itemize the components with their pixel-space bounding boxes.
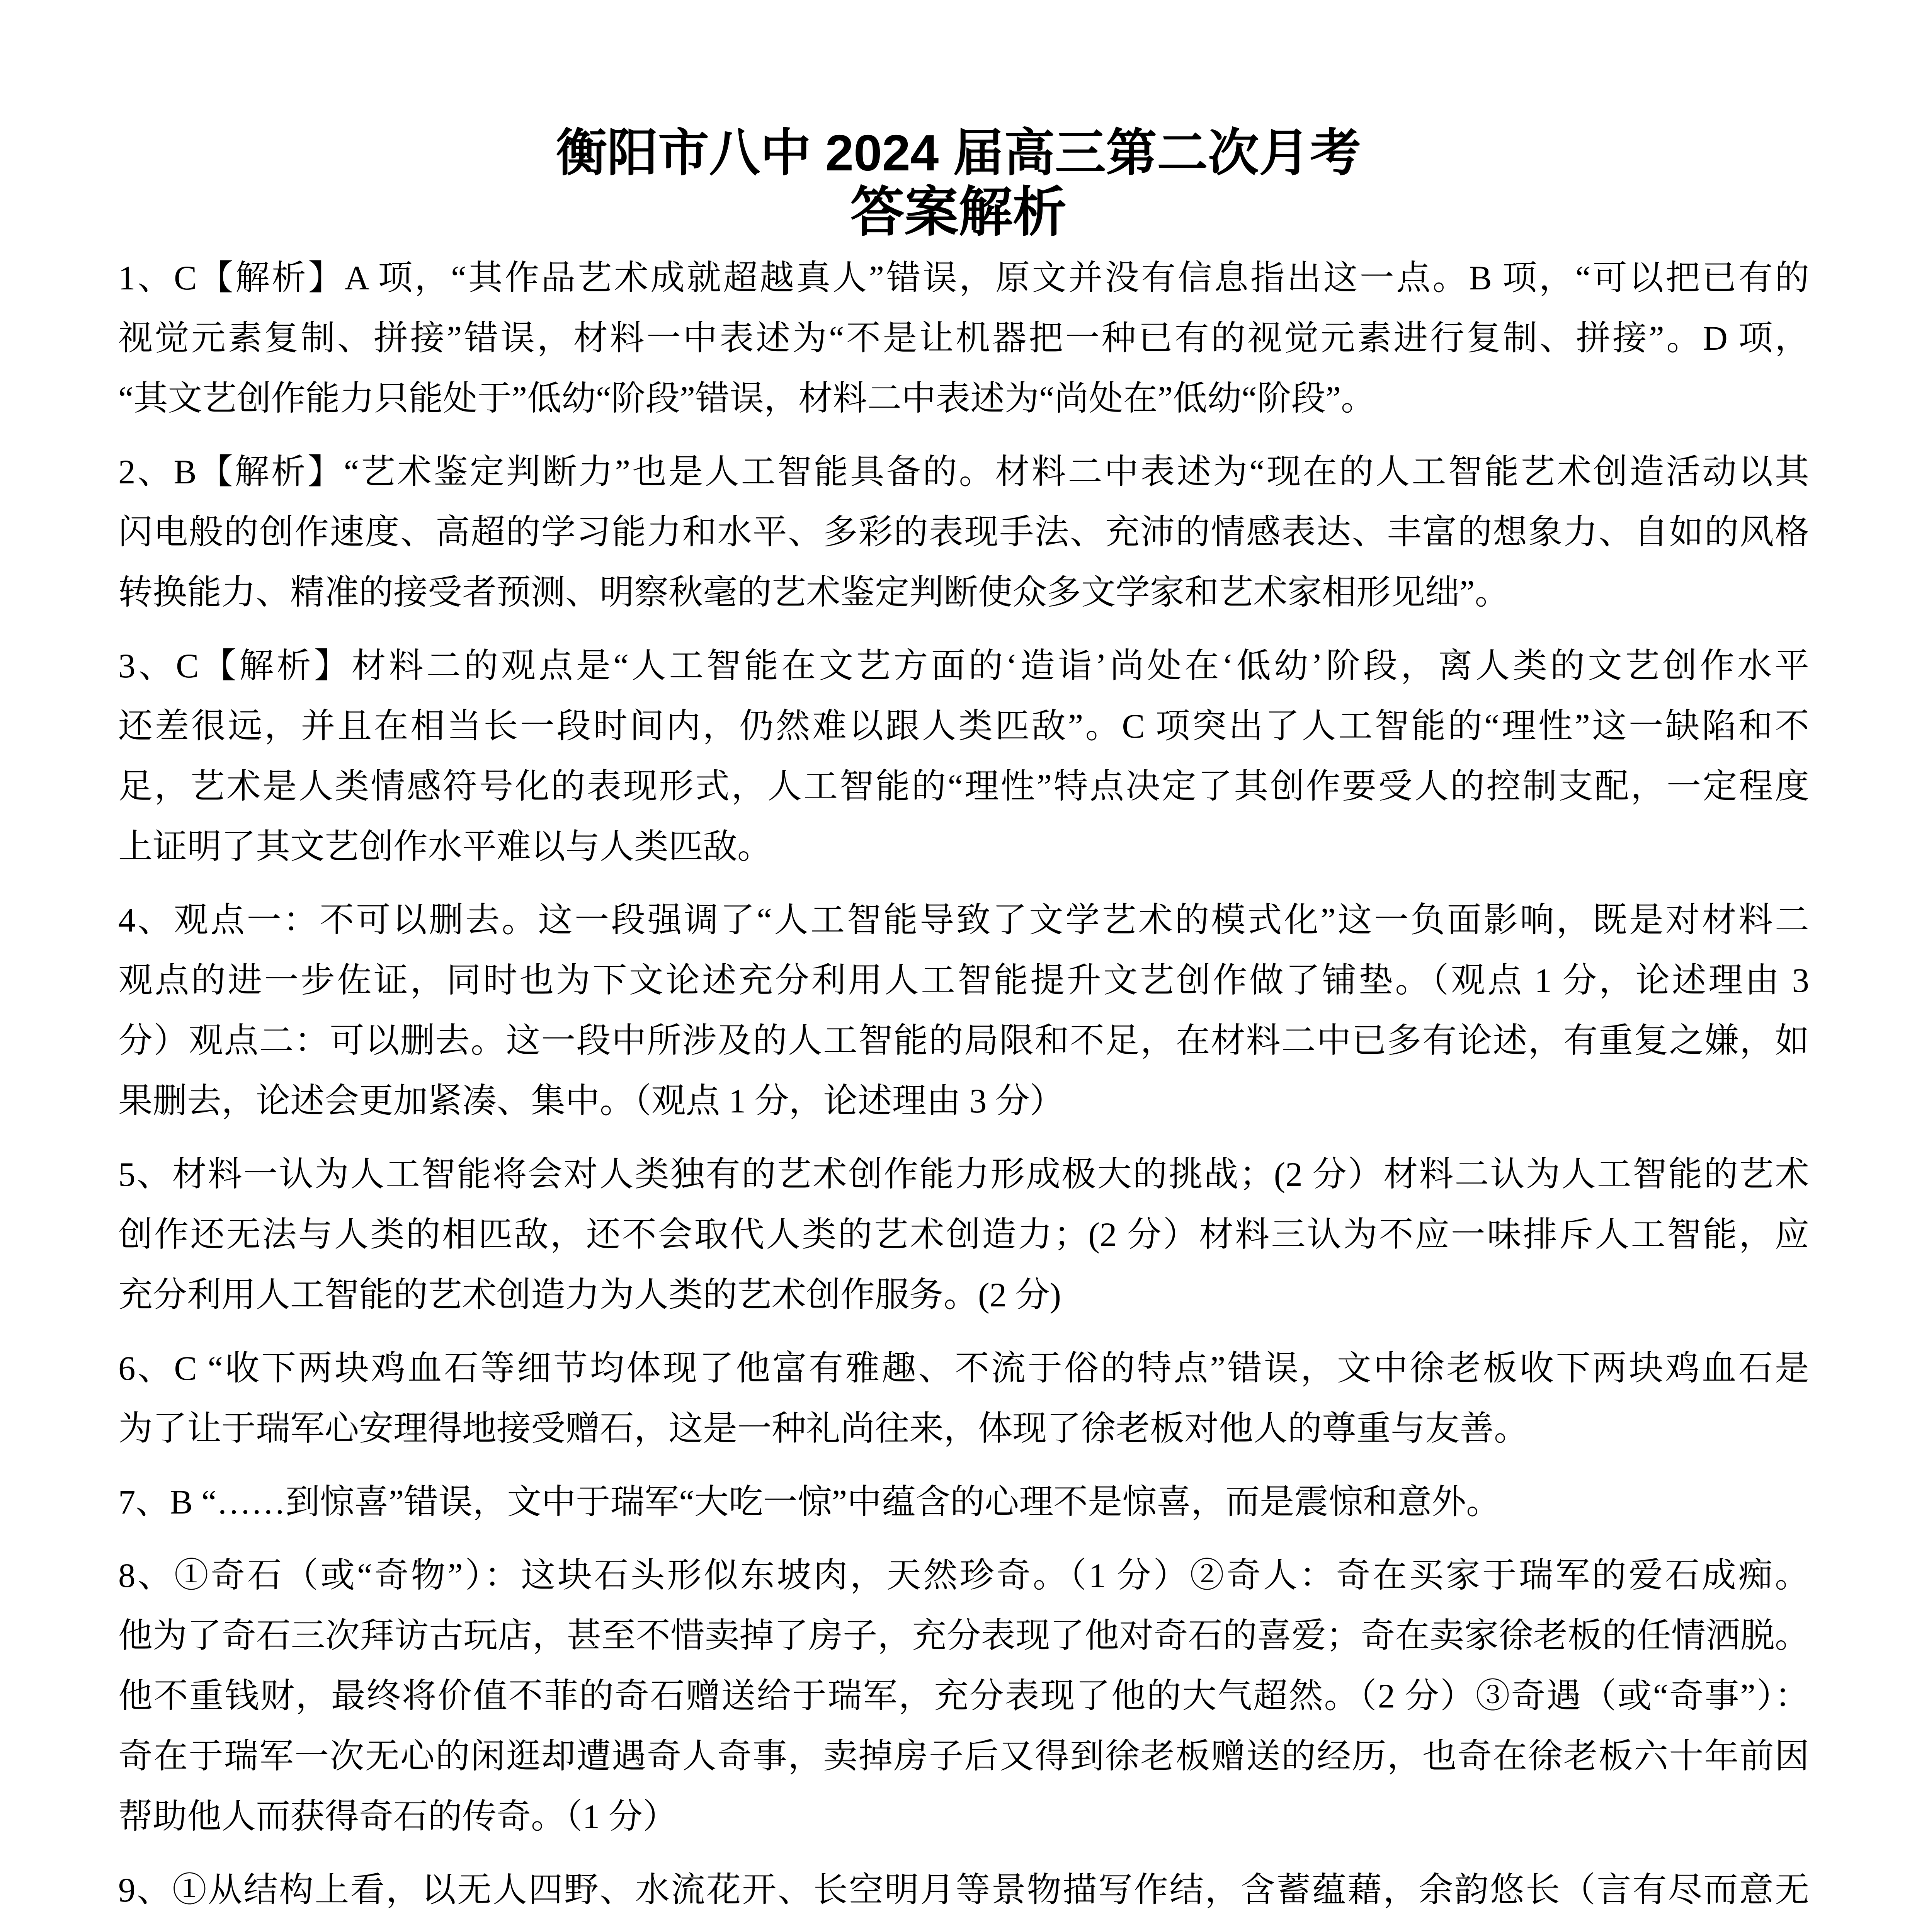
answer-4 xyxy=(118,890,1809,1131)
answer-line: “其文艺创作能力只能处于”低幼“阶段”错误，材料二中表述为“尚处在”低幼“阶段”。 xyxy=(118,380,1376,418)
answer-9 xyxy=(118,1860,1809,1932)
document-title: 衡阳市八中 2024 届高三第二次月考 xyxy=(556,124,1361,181)
answer-line: 充分利用人工智能的艺术创造力为人类的艺术创作服务。(2 分) xyxy=(118,1276,1061,1314)
answer-3 xyxy=(118,636,1809,877)
answer-line: 闪电般的创作速度、高超的学习能力和水平、多彩的表现手法、充沛的情感表达、丰富的想象力、自如的风格 xyxy=(118,514,1809,551)
answer-line: 4、观点一：不可以删去。这一段强调了“人工智能导致了文学艺术的模式化”这一负面影响，既是对材料二 xyxy=(118,901,1809,939)
answer-2 xyxy=(118,442,1809,623)
answer-8 xyxy=(118,1546,1809,1847)
answer-line: 1、C【解析】A 项，“其作品艺术成就超越真人”错误，原文并没有信息指出这一点。B 项，“可以把已有的 xyxy=(118,259,1809,297)
answer-line: 3、C【解析】材料二的观点是“人工智能在文艺方面的‘造诣’尚处在‘低幼’阶段，离人类的文艺创作水平 xyxy=(118,647,1809,685)
answer-1 xyxy=(118,248,1809,429)
answer-line: 视觉元素复制、拼接”错误，材料一中表述为“不是让机器把一种已有的视觉元素进行复制、拼接”。D 项， xyxy=(118,320,1809,357)
answer-line: 创作还无法与人类的相匹敌，还不会取代人类的艺术创造力；(2 分）材料三认为不应一味排斥人工智能，应 xyxy=(118,1216,1809,1254)
answer-7 xyxy=(118,1472,1809,1532)
answer-line: 9、①从结构上看，以无人四野、水流花开、长空明月等景物描写作结，含蓄蕴藉，余韵悠长（言有尽而意无 xyxy=(118,1871,1809,1909)
answer-line: 果删去，论述会更加紧凑、集中。（观点 1 分，论述理由 3 分） xyxy=(118,1082,1064,1120)
answer-line xyxy=(118,1920,1809,1932)
answer-line: 8、①奇石（或“奇物”）：这块石头形似东坡肉，天然珍奇。（1 分）②奇人：奇在买家于瑞军的爱石成痴。 xyxy=(118,1557,1809,1595)
document-subtitle: 答案解析 xyxy=(850,182,1067,242)
answer-line: 他为了奇石三次拜访古玩店，甚至不惜卖掉了房子，充分表现了他对奇石的喜爱；奇在卖家徐老板的任情洒脱。 xyxy=(118,1617,1809,1655)
answer-line: 转换能力、精准的接受者预测、明察秋毫的艺术鉴定判断使众多文学家和艺术家相形见绌”。 xyxy=(118,574,1509,612)
answer-line: 足，艺术是人类情感符号化的表现形式，人工智能的“理性”特点决定了其创作要受人的控制支配，一定程度 xyxy=(118,768,1809,806)
answer-line: 7、B “……到惊喜”错误，文中于瑞军“大吃一惊”中蕴含的心理不是惊喜，而是震惊和意外。 xyxy=(118,1483,1501,1521)
answer-line: 观点的进一步佐证，同时也为下文论述充分利用人工智能提升文艺创作做了铺垫。（观点 1 分，论述理由 3 xyxy=(118,962,1809,1000)
answer-line: 5、材料一认为人工智能将会对人类独有的艺术创作能力形成极大的挑战；(2 分）材料二认为人工智能的艺术 xyxy=(118,1156,1809,1194)
answer-line: 他不重钱财，最终将价值不菲的奇石赠送给于瑞军，充分表现了他的大气超然。（2 分）③奇遇（或“奇事”）： xyxy=(118,1677,1809,1715)
answer-line: 为了让于瑞军心安理得地接受赠石，这是一种礼尚往来，体现了徐老板对他人的尊重与友善。 xyxy=(118,1410,1528,1448)
answer-line: 奇在于瑞军一次无心的闲逛却遭遇奇人奇事，卖掉房子后又得到徐老板赠送的经历，也奇在徐老板六十年前因 xyxy=(118,1738,1809,1776)
answer-list xyxy=(118,248,1809,1932)
answer-line: 帮助他人而获得奇石的传奇。（1 分） xyxy=(118,1798,677,1836)
answer-line: 2、B【解析】“艺术鉴定判断力”也是人工智能具备的。材料二中表述为“现在的人工智能艺术创造活动以其 xyxy=(118,453,1809,491)
answer-line: 6、C “收下两块鸡血石等细节均体现了他富有雅趣、不流于俗的特点”错误，文中徐老板收下两块鸡血石是 xyxy=(118,1350,1809,1388)
answer-line: 分）观点二：可以删去。这一段中所涉及的人工智能的局限和不足，在材料二中已多有论述，有重复之嫌，如 xyxy=(118,1022,1809,1060)
answer-line: 还差很远，并且在相当长一段时间内，仍然难以跟人类匹敌”。C 项突出了人工智能的“理性”这一缺陷和不 xyxy=(118,707,1809,745)
answer-line: 上证明了其文艺创作水平难以与人类匹敌。 xyxy=(118,828,772,866)
answer-6 xyxy=(118,1338,1809,1459)
answer-5 xyxy=(118,1145,1809,1325)
